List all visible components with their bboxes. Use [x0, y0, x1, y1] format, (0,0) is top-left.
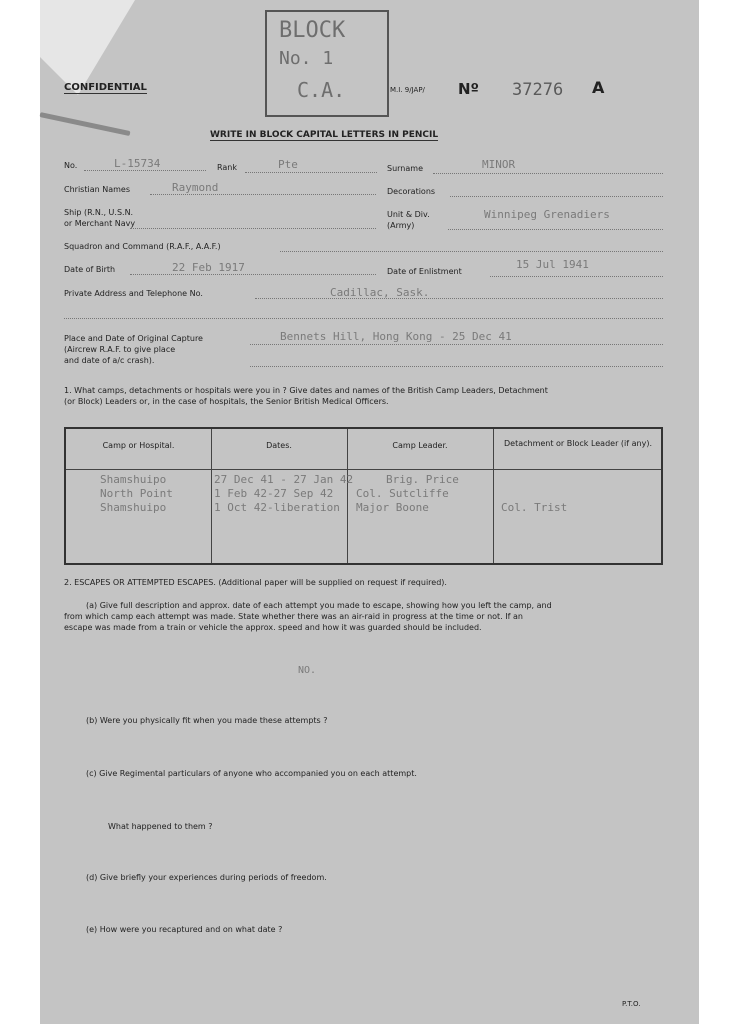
col-header-leader: Camp Leader. — [392, 441, 448, 450]
christian-names-label: Christian Names — [64, 185, 130, 194]
q2a-line-3: escape was made from a train or vehicle the approx. speed and how it was guarded should be included. — [64, 623, 482, 632]
stamp-line-2: No. 1 — [279, 48, 334, 69]
unit-label-2: (Army) — [387, 221, 415, 230]
q1-text-2: (or Block) Leaders or, in the case of hospitals, the Senior British Medical Officers. — [64, 397, 389, 406]
q2a-answer: NO. — [298, 665, 317, 676]
decorations-line — [450, 196, 663, 197]
camps-table — [64, 427, 663, 565]
surname-label: Surname — [387, 164, 423, 173]
col-header-camp: Camp or Hospital. — [102, 441, 175, 450]
rank-line — [245, 172, 377, 173]
surname-value: MINOR — [482, 158, 516, 171]
christian-names-value: Raymond — [172, 181, 219, 194]
col-divider-3 — [493, 429, 494, 563]
pto-label: P.T.O. — [622, 1000, 641, 1008]
decorations-label: Decorations — [387, 187, 436, 196]
address-label: Private Address and Telephone No. — [64, 289, 203, 298]
row3-block: Col. Trist — [501, 501, 568, 514]
row3-camp: Shamshuipo — [100, 501, 167, 514]
unit-line — [448, 229, 663, 230]
row2-camp: North Point — [100, 487, 173, 500]
row1-dates: 27 Dec 41 - 27 Jan 42 — [214, 473, 354, 486]
dob-value: 22 Feb 1917 — [172, 261, 245, 274]
q2a-text — [64, 600, 664, 633]
christian-line — [150, 194, 376, 195]
stamp-line-1: BLOCK — [279, 18, 346, 43]
q2a-line-1: (a) Give full description and approx. date of each attempt you made to escape, showing how you left the camp, and — [86, 601, 552, 610]
capture-label-2: (Aircrew R.A.F. to give place — [64, 345, 176, 354]
form-number: 37276 — [512, 80, 564, 100]
row1-camp: Shamshuipo — [100, 473, 167, 486]
q2b-text: (b) Were you physically fit when you made these attempts ? — [86, 716, 328, 725]
dob-line — [130, 274, 376, 275]
surname-line — [433, 173, 663, 174]
stamp-line-3: C.A. — [297, 78, 346, 102]
squadron-label: Squadron and Command (R.A.F., A.A.F.) — [64, 242, 221, 251]
enlistment-line — [490, 276, 663, 277]
q2e-text: (e) How were you recaptured and on what date ? — [86, 925, 283, 934]
capture-line-1 — [250, 344, 663, 345]
form-letter: A — [592, 78, 605, 97]
enlistment-value: 15 Jul 1941 — [516, 258, 589, 271]
q2d-text: (d) Give briefly your experiences during periods of freedom. — [86, 873, 327, 882]
row2-leader: Col. Sutcliffe — [356, 487, 449, 500]
rank-value: Pte — [278, 158, 298, 171]
ref-label: M.I. 9/JAP/ — [390, 86, 425, 94]
capture-value: Bennets Hill, Hong Kong - 25 Dec 41 — [280, 330, 512, 343]
q2c-text: (c) Give Regimental particulars of anyone who accompanied you on each attempt. — [86, 769, 417, 778]
ship-label-2: or Merchant Navy — [64, 219, 136, 228]
address-line-1 — [255, 298, 663, 299]
squadron-line — [280, 251, 663, 252]
number-symbol: Nº — [458, 80, 480, 98]
row3-dates: 1 Oct 42-liberation — [214, 501, 340, 514]
unit-label-1: Unit & Div. — [387, 210, 430, 219]
capture-label-1: Place and Date of Original Capture — [64, 334, 203, 343]
col-header-block: Detachment or Block Leader (if any). — [503, 439, 652, 448]
q2-title: 2. ESCAPES OR ATTEMPTED ESCAPES. (Additional paper will be supplied on request if required). — [64, 578, 447, 587]
unit-value: Winnipeg Grenadiers — [484, 208, 610, 221]
ship-label-1: Ship (R.N., U.S.N. — [64, 208, 134, 217]
header-divider — [66, 469, 661, 470]
enlistment-label: Date of Enlistment — [387, 267, 462, 276]
block-stamp — [265, 10, 389, 117]
no-line — [84, 170, 206, 171]
confidential-label: CONFIDENTIAL — [64, 82, 147, 93]
col-header-dates: Dates. — [266, 441, 292, 450]
instruction-heading: WRITE IN BLOCK CAPITAL LETTERS IN PENCIL — [210, 130, 439, 140]
row3-leader: Major Boone — [356, 501, 429, 514]
row2-dates: 1 Feb 42-27 Sep 42 — [214, 487, 334, 500]
no-value: L-15734 — [114, 157, 161, 170]
ship-line — [130, 228, 376, 229]
row1-leader: Brig. Price — [386, 473, 459, 486]
capture-line-2 — [250, 366, 663, 367]
no-label: No. — [64, 161, 78, 170]
dob-label: Date of Birth — [64, 265, 116, 274]
q2a-line-2: from which camp each attempt was made. State whether there was an air-raid in progress at the time or not. If an — [64, 612, 523, 621]
q2c-follow-text: What happened to them ? — [108, 822, 213, 831]
rank-label: Rank — [217, 163, 237, 172]
address-line-2 — [64, 318, 663, 319]
q1-text-1: 1. What camps, detachments or hospitals were you in ? Give dates and names of the British Camp Leaders, Detachment — [64, 386, 548, 395]
capture-label-3: and date of a/c crash). — [64, 356, 155, 365]
address-value: Cadillac, Sask. — [330, 286, 430, 299]
